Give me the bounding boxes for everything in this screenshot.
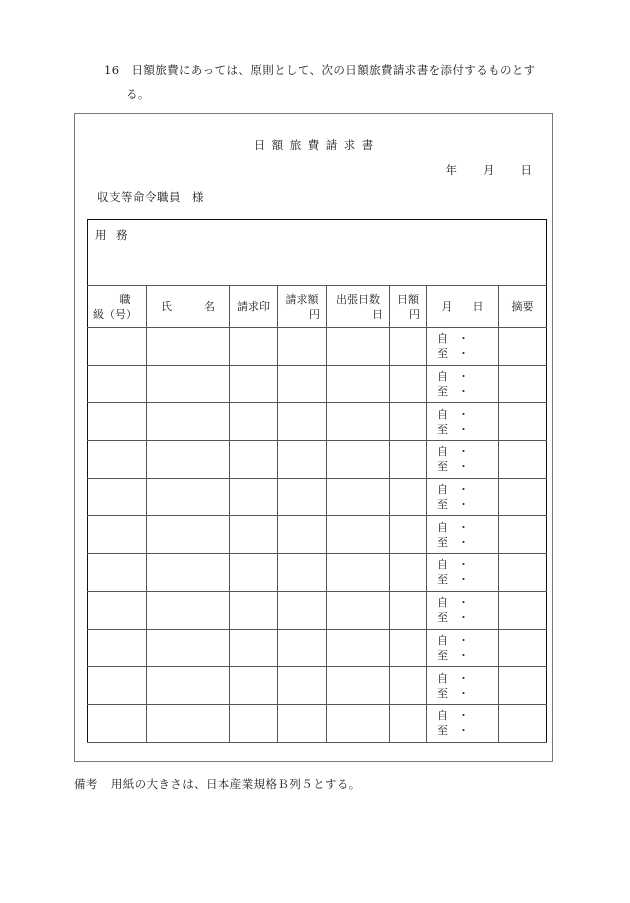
to-mark: 至 xyxy=(437,422,448,436)
form-frame xyxy=(74,113,553,762)
cell-name[interactable] xyxy=(147,516,230,554)
from-mark: 自 xyxy=(437,445,448,459)
header-month: 月 xyxy=(441,299,453,313)
cell-remarks[interactable] xyxy=(499,403,547,441)
table-header-row xyxy=(88,286,547,328)
cell-name[interactable] xyxy=(147,365,230,403)
date-dot: ・ xyxy=(458,445,469,459)
header-name-2: 名 xyxy=(204,299,215,313)
cell-remarks[interactable] xyxy=(499,629,547,667)
date-separator-dots xyxy=(458,444,469,474)
cell-name[interactable] xyxy=(147,554,230,592)
cell-name[interactable] xyxy=(147,478,230,516)
cell-name[interactable] xyxy=(147,667,230,705)
header-amount xyxy=(278,286,327,328)
date-dot: ・ xyxy=(458,407,469,421)
header-rank xyxy=(88,286,147,328)
cell-remarks[interactable] xyxy=(499,704,547,742)
from-to-marks xyxy=(437,595,448,625)
header-month-day xyxy=(427,286,499,328)
date-separator-dots xyxy=(458,369,469,399)
cell-name[interactable] xyxy=(147,591,230,629)
cell-month-day[interactable] xyxy=(427,704,499,742)
date-dot: ・ xyxy=(458,460,469,474)
cell-month-day[interactable] xyxy=(427,403,499,441)
header-name-1: 氏 xyxy=(161,299,172,313)
cell-days[interactable] xyxy=(327,629,390,667)
cell-month-day[interactable] xyxy=(427,554,499,592)
date-separator-dots xyxy=(458,633,469,663)
cell-days[interactable] xyxy=(327,704,390,742)
from-to-marks xyxy=(437,444,448,474)
date-dot: ・ xyxy=(458,558,469,572)
date-dot: ・ xyxy=(458,596,469,610)
date-dot: ・ xyxy=(458,709,469,723)
cell-name[interactable] xyxy=(147,328,230,366)
cell-daily[interactable] xyxy=(390,328,427,366)
cell-month-day[interactable] xyxy=(427,591,499,629)
intro-line-1: 日額旅費にあっては、原則として、次の日額旅費請求書を添付するものとす xyxy=(131,63,536,77)
header-daily-2: 円 xyxy=(409,307,420,321)
cell-name[interactable] xyxy=(147,704,230,742)
date-dot: ・ xyxy=(458,385,469,399)
header-rank-bottom: 級（号） xyxy=(93,307,137,321)
cell-days[interactable] xyxy=(327,478,390,516)
header-days xyxy=(327,286,390,328)
from-mark: 自 xyxy=(437,332,448,346)
cell-amount[interactable] xyxy=(278,516,327,554)
cell-seal[interactable] xyxy=(230,441,278,479)
cell-seal[interactable] xyxy=(230,478,278,516)
cell-days[interactable] xyxy=(327,328,390,366)
table-row xyxy=(88,629,547,667)
cell-daily[interactable] xyxy=(390,629,427,667)
to-mark: 至 xyxy=(437,385,448,399)
from-mark: 自 xyxy=(437,520,448,534)
cell-rank[interactable] xyxy=(88,591,147,629)
cell-month-day[interactable] xyxy=(427,516,499,554)
addressee-honorific: 様 xyxy=(192,190,204,204)
cell-amount[interactable] xyxy=(278,441,327,479)
cell-rank[interactable] xyxy=(88,328,147,366)
date-separator-dots xyxy=(458,708,469,738)
from-mark: 自 xyxy=(437,671,448,685)
cell-daily[interactable] xyxy=(390,403,427,441)
cell-name[interactable] xyxy=(147,403,230,441)
from-to-marks xyxy=(437,708,448,738)
date-dot: ・ xyxy=(458,332,469,346)
cell-rank[interactable] xyxy=(88,554,147,592)
cell-daily[interactable] xyxy=(390,591,427,629)
table-row xyxy=(88,365,547,403)
from-to-marks xyxy=(437,331,448,361)
date-separator-dots xyxy=(458,482,469,512)
cell-amount[interactable] xyxy=(278,629,327,667)
cell-seal[interactable] xyxy=(230,704,278,742)
date-dot: ・ xyxy=(458,686,469,700)
cell-month-day[interactable] xyxy=(427,667,499,705)
from-to-marks xyxy=(437,557,448,587)
from-mark: 自 xyxy=(437,596,448,610)
cell-remarks[interactable] xyxy=(499,441,547,479)
cell-daily[interactable] xyxy=(390,667,427,705)
date-dot: ・ xyxy=(458,573,469,587)
addressee-title: 収支等命令職員 xyxy=(97,190,181,204)
date-separator-dots xyxy=(458,671,469,701)
cell-daily[interactable] xyxy=(390,365,427,403)
purpose-label-1: 用 xyxy=(95,228,107,242)
date-separator-dots xyxy=(458,331,469,361)
cell-days[interactable] xyxy=(327,403,390,441)
cell-daily[interactable] xyxy=(390,554,427,592)
date-month-label: 月 xyxy=(483,163,495,177)
footer-note-text: 用紙の大きさは、日本産業規格Ｂ列５とする。 xyxy=(110,777,361,791)
cell-remarks[interactable] xyxy=(499,328,547,366)
cell-daily[interactable] xyxy=(390,478,427,516)
from-mark: 自 xyxy=(437,370,448,384)
cell-remarks[interactable] xyxy=(499,516,547,554)
header-days-2: 日 xyxy=(372,307,383,321)
table-row xyxy=(88,591,547,629)
from-to-marks xyxy=(437,369,448,399)
header-daily-1: 日額 xyxy=(397,292,419,306)
intro-line-2: る。 xyxy=(126,87,150,101)
footer-note-label: 備考 xyxy=(74,777,98,791)
table-row xyxy=(88,403,547,441)
date-day-label: 日 xyxy=(520,163,532,177)
from-mark: 自 xyxy=(437,483,448,497)
cell-remarks[interactable] xyxy=(499,667,547,705)
date-dot: ・ xyxy=(458,370,469,384)
header-amount-1: 請求額 xyxy=(285,292,319,306)
cell-rank[interactable] xyxy=(88,667,147,705)
date-dot: ・ xyxy=(458,648,469,662)
cell-rank[interactable] xyxy=(88,478,147,516)
date-separator-dots xyxy=(458,557,469,587)
header-amount-2: 円 xyxy=(309,307,320,321)
cell-seal[interactable] xyxy=(230,328,278,366)
cell-seal[interactable] xyxy=(230,629,278,667)
cell-rank[interactable] xyxy=(88,365,147,403)
intro-number: 16 xyxy=(104,63,120,77)
date-dot: ・ xyxy=(458,498,469,512)
date-separator-dots xyxy=(458,595,469,625)
cell-remarks[interactable] xyxy=(499,478,547,516)
cell-name[interactable] xyxy=(147,441,230,479)
date-dot: ・ xyxy=(458,671,469,685)
cell-amount[interactable] xyxy=(278,328,327,366)
cell-name[interactable] xyxy=(147,629,230,667)
cell-days[interactable] xyxy=(327,365,390,403)
claim-table xyxy=(87,219,547,743)
from-to-marks xyxy=(437,407,448,437)
table-row xyxy=(88,328,547,366)
cell-days[interactable] xyxy=(327,591,390,629)
header-days-1: 出張日数 xyxy=(336,292,380,306)
to-mark: 至 xyxy=(437,460,448,474)
table-row xyxy=(88,441,547,479)
cell-amount[interactable] xyxy=(278,403,327,441)
cell-month-day[interactable] xyxy=(427,629,499,667)
to-mark: 至 xyxy=(437,573,448,587)
from-mark: 自 xyxy=(437,558,448,572)
header-remarks: 摘要 xyxy=(499,286,547,328)
cell-amount[interactable] xyxy=(278,704,327,742)
cell-days[interactable] xyxy=(327,554,390,592)
header-daily xyxy=(390,286,427,328)
cell-daily[interactable] xyxy=(390,704,427,742)
cell-rank[interactable] xyxy=(88,403,147,441)
to-mark: 至 xyxy=(437,498,448,512)
cell-days[interactable] xyxy=(327,516,390,554)
date-dot: ・ xyxy=(458,633,469,647)
to-mark: 至 xyxy=(437,347,448,361)
cell-amount[interactable] xyxy=(278,591,327,629)
date-dot: ・ xyxy=(458,535,469,549)
date-dot: ・ xyxy=(458,724,469,738)
date-separator-dots xyxy=(458,520,469,550)
from-to-marks xyxy=(437,520,448,550)
form-title: 日額旅費請求書 xyxy=(253,138,380,152)
cell-days[interactable] xyxy=(327,667,390,705)
purpose-row xyxy=(88,220,547,286)
to-mark: 至 xyxy=(437,648,448,662)
date-year-label: 年 xyxy=(445,163,457,177)
cell-month-day[interactable] xyxy=(427,365,499,403)
cell-month-day[interactable] xyxy=(427,478,499,516)
header-day: 日 xyxy=(472,299,484,313)
addressee-line xyxy=(97,189,204,205)
to-mark: 至 xyxy=(437,724,448,738)
cell-seal[interactable] xyxy=(230,403,278,441)
cell-seal[interactable] xyxy=(230,591,278,629)
cell-seal[interactable] xyxy=(230,667,278,705)
table-row xyxy=(88,478,547,516)
cell-rank[interactable] xyxy=(88,629,147,667)
to-mark: 至 xyxy=(437,611,448,625)
from-mark: 自 xyxy=(437,407,448,421)
from-mark: 自 xyxy=(437,709,448,723)
purpose-cell[interactable] xyxy=(88,220,547,286)
date-dot: ・ xyxy=(458,520,469,534)
cell-month-day[interactable] xyxy=(427,328,499,366)
date-dot: ・ xyxy=(458,483,469,497)
header-seal: 請求印 xyxy=(230,286,278,328)
cell-daily[interactable] xyxy=(390,516,427,554)
cell-seal[interactable] xyxy=(230,554,278,592)
date-dot: ・ xyxy=(458,347,469,361)
cell-amount[interactable] xyxy=(278,478,327,516)
cell-daily[interactable] xyxy=(390,441,427,479)
date-dot: ・ xyxy=(458,422,469,436)
header-name xyxy=(147,286,230,328)
cell-rank[interactable] xyxy=(88,441,147,479)
from-to-marks xyxy=(437,671,448,701)
cell-rank[interactable] xyxy=(88,516,147,554)
from-to-marks xyxy=(437,633,448,663)
header-rank-top: 職 xyxy=(119,292,131,306)
cell-days[interactable] xyxy=(327,441,390,479)
cell-seal[interactable] xyxy=(230,516,278,554)
cell-month-day[interactable] xyxy=(427,441,499,479)
cell-amount[interactable] xyxy=(278,667,327,705)
cell-remarks[interactable] xyxy=(499,591,547,629)
to-mark: 至 xyxy=(437,686,448,700)
date-separator-dots xyxy=(458,407,469,437)
date-dot: ・ xyxy=(458,611,469,625)
cell-remarks[interactable] xyxy=(499,365,547,403)
footer-note xyxy=(74,776,361,792)
cell-seal[interactable] xyxy=(230,365,278,403)
date-line xyxy=(446,162,533,178)
purpose-label-2: 務 xyxy=(116,228,128,242)
table-row xyxy=(88,704,547,742)
table-row xyxy=(88,554,547,592)
cell-amount[interactable] xyxy=(278,365,327,403)
cell-amount[interactable] xyxy=(278,554,327,592)
cell-rank[interactable] xyxy=(88,704,147,742)
cell-remarks[interactable] xyxy=(499,554,547,592)
table-row xyxy=(88,667,547,705)
to-mark: 至 xyxy=(437,535,448,549)
table-row xyxy=(88,516,547,554)
from-to-marks xyxy=(437,482,448,512)
intro-clause xyxy=(104,58,544,106)
from-mark: 自 xyxy=(437,633,448,647)
